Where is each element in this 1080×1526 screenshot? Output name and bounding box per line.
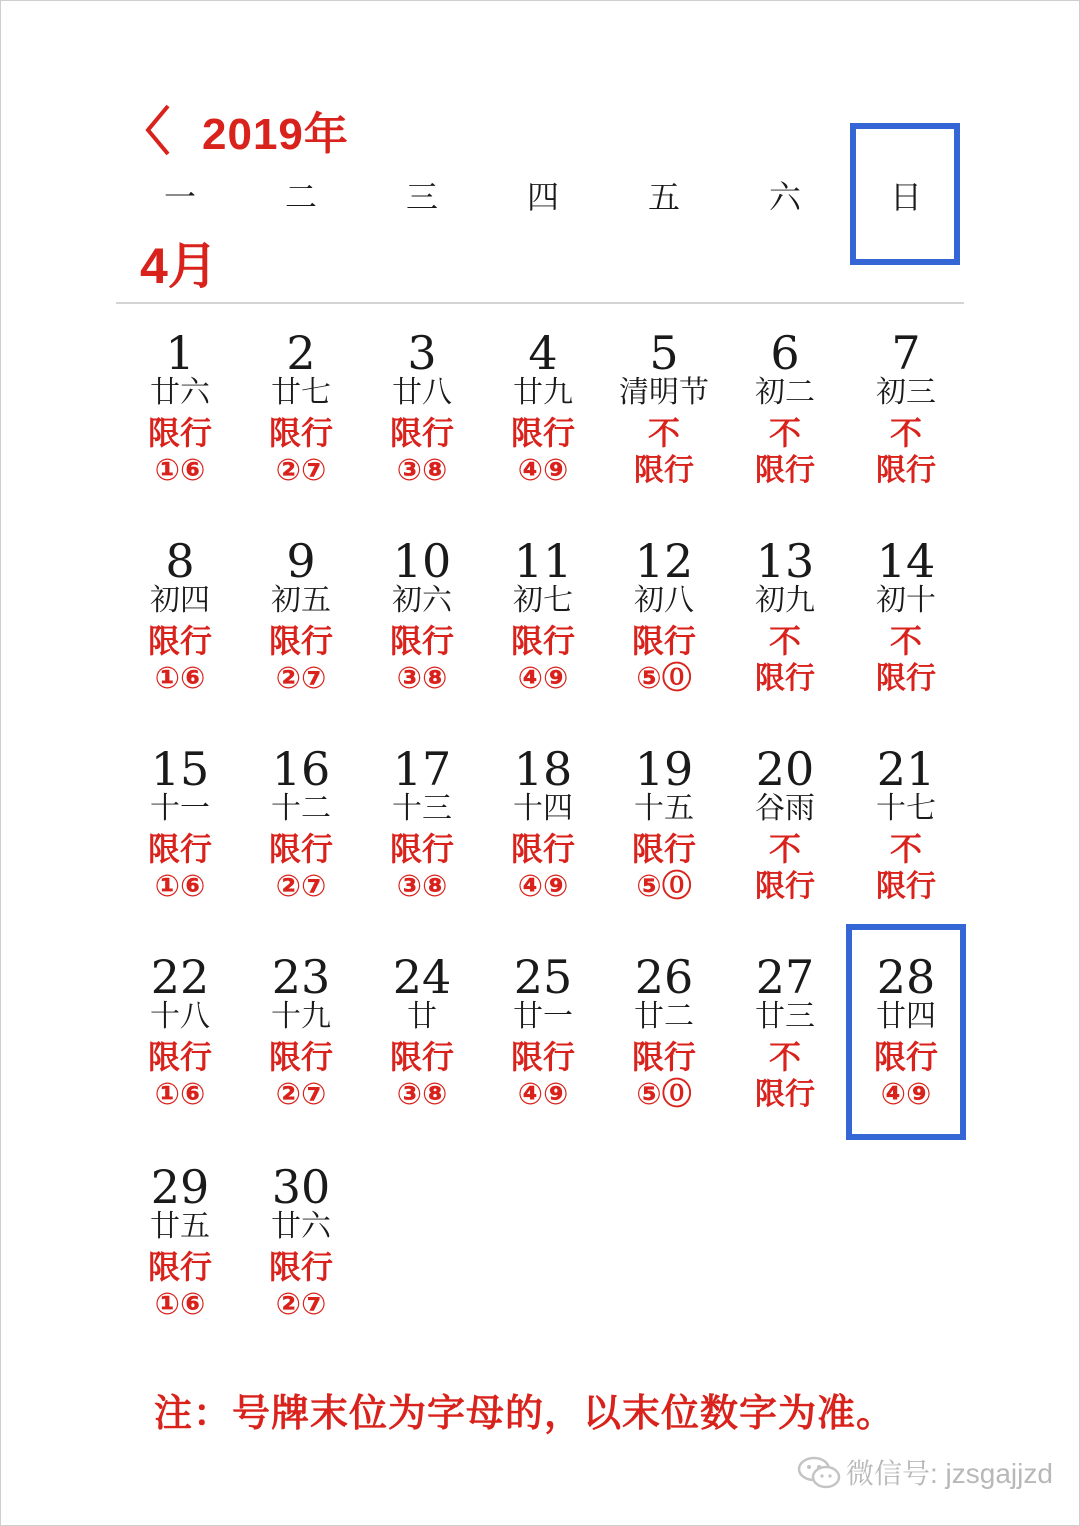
restriction-line-2: 限行 [634, 453, 694, 488]
lunar-date: 初二 [755, 375, 815, 410]
weekday-mon: 一 [163, 178, 196, 216]
lunar-date: 初四 [150, 583, 210, 618]
day-number: 17 [392, 742, 452, 796]
restriction-line-1: 限行 [631, 622, 696, 660]
day-number: 6 [770, 326, 800, 380]
lunar-date: 初八 [634, 583, 694, 618]
restriction-line-1: 限行 [631, 1038, 696, 1076]
watermark-text: 微信号: jzsgajjzd [846, 1458, 1053, 1489]
restriction-line-1: 限行 [389, 1038, 454, 1076]
day-cell[interactable] [362, 946, 482, 1114]
restriction-line-2: ⑤⓪ [636, 869, 692, 904]
restriction-line-1: 不 [768, 830, 801, 868]
day-cell[interactable] [604, 530, 724, 698]
restriction-line-1: 限行 [389, 830, 454, 868]
restriction-line-2: ②⑦ [275, 1287, 327, 1322]
lunar-date: 十二 [271, 791, 331, 826]
restriction-line-2: ②⑦ [275, 869, 327, 904]
day-number: 2 [286, 326, 316, 380]
restriction-line-1: 限行 [268, 1038, 333, 1076]
restriction-line-2: ⑤⓪ [636, 661, 692, 696]
day-cell[interactable] [725, 322, 845, 490]
day-cell[interactable] [846, 322, 966, 490]
restriction-line-2: ③⑧ [396, 869, 448, 904]
day-cell[interactable] [483, 322, 603, 490]
restriction-line-1: 限行 [268, 414, 333, 452]
day-number: 29 [150, 1160, 210, 1214]
day-cell[interactable] [604, 322, 724, 490]
day-number: 5 [649, 326, 679, 380]
restriction-line-2: ③⑧ [396, 661, 448, 696]
restriction-line-2: ③⑧ [396, 453, 448, 488]
restriction-line-2: 限行 [755, 1077, 815, 1112]
day-number: 19 [634, 742, 694, 796]
restriction-line-2: ①⑥ [154, 1287, 206, 1322]
day-cell[interactable] [846, 738, 966, 906]
restriction-line-2: ①⑥ [154, 453, 206, 488]
restriction-line-1: 限行 [631, 830, 696, 868]
divider [116, 302, 964, 304]
month-title: 4月 [140, 238, 218, 294]
day-cell[interactable] [362, 738, 482, 906]
restriction-line-1: 限行 [268, 622, 333, 660]
restriction-line-1: 不 [768, 414, 801, 452]
lunar-date: 廿七 [271, 375, 331, 410]
day-number: 27 [755, 950, 815, 1004]
restriction-line-2: ④⑨ [517, 869, 569, 904]
restriction-line-2: ④⑨ [517, 453, 569, 488]
weekday-tue: 二 [284, 178, 317, 216]
restriction-line-1: 不 [889, 622, 922, 660]
weekday-fri: 五 [647, 178, 680, 216]
day-cell[interactable] [725, 530, 845, 698]
day-number: 30 [271, 1160, 331, 1214]
restriction-line-1: 不 [647, 414, 680, 452]
lunar-date: 廿一 [513, 999, 573, 1034]
weekday-sat: 六 [768, 178, 801, 216]
lunar-date: 廿六 [271, 1209, 331, 1244]
day-cell[interactable] [241, 530, 361, 698]
restriction-line-2: ④⑨ [517, 1077, 569, 1112]
lunar-date: 初六 [392, 583, 452, 618]
weekday-thu: 四 [526, 178, 559, 216]
day-number: 15 [150, 742, 210, 796]
day-number: 26 [634, 950, 694, 1004]
day-number: 8 [165, 534, 195, 588]
wechat-icon [796, 1455, 842, 1491]
restriction-line-2: 限行 [876, 661, 936, 696]
restriction-line-1: 限行 [510, 830, 575, 868]
restriction-line-2: 限行 [755, 661, 815, 696]
day-cell[interactable] [483, 946, 603, 1114]
day-cell[interactable] [241, 1156, 361, 1324]
restriction-line-1: 限行 [147, 414, 212, 452]
restriction-line-2: ①⑥ [154, 869, 206, 904]
restriction-line-2: ②⑦ [275, 453, 327, 488]
restriction-line-1: 限行 [510, 622, 575, 660]
restriction-line-2: 限行 [755, 869, 815, 904]
restriction-line-1: 限行 [268, 830, 333, 868]
lunar-date: 初三 [876, 375, 936, 410]
day-cell[interactable] [362, 322, 482, 490]
day-cell[interactable] [120, 1156, 240, 1324]
lunar-date: 初七 [513, 583, 573, 618]
restriction-line-1: 不 [768, 1038, 801, 1076]
restriction-line-1: 不 [889, 414, 922, 452]
day-number: 22 [150, 950, 210, 1004]
restriction-line-1: 限行 [389, 622, 454, 660]
day-number: 23 [271, 950, 331, 1004]
day-number: 4 [528, 326, 558, 380]
day-number: 9 [286, 534, 316, 588]
day-number: 11 [513, 534, 573, 588]
day-cell[interactable] [241, 946, 361, 1114]
day-cell[interactable] [120, 530, 240, 698]
restriction-line-1: 限行 [268, 1248, 333, 1286]
day-number: 28 [876, 950, 936, 1004]
restriction-line-1: 限行 [147, 1248, 212, 1286]
restriction-line-1: 不 [768, 622, 801, 660]
day-cell[interactable] [120, 738, 240, 906]
restriction-line-2: ④⑨ [880, 1077, 932, 1112]
day-cell[interactable] [604, 946, 724, 1114]
restriction-line-2: ②⑦ [275, 1077, 327, 1112]
lunar-date: 廿四 [876, 999, 936, 1034]
day-number: 13 [755, 534, 815, 588]
weekday-sun: 日 [889, 178, 922, 216]
restriction-line-2: ③⑧ [396, 1077, 448, 1112]
lunar-date: 十八 [150, 999, 210, 1034]
day-cell[interactable] [725, 738, 845, 906]
weekday-wed: 三 [405, 178, 438, 216]
selected-day-highlight-box [846, 924, 966, 1140]
lunar-date: 廿九 [513, 375, 573, 410]
day-cell[interactable] [846, 530, 966, 698]
day-cell[interactable] [241, 322, 361, 490]
restriction-line-2: ⑤⓪ [636, 1077, 692, 1112]
day-cell[interactable] [725, 946, 845, 1114]
day-number: 25 [513, 950, 573, 1004]
restriction-line-2: ①⑥ [154, 661, 206, 696]
lunar-date: 清明节 [619, 375, 709, 410]
day-cell[interactable] [483, 530, 603, 698]
lunar-date: 初五 [271, 583, 331, 618]
chevron-left-icon[interactable] [140, 100, 180, 160]
lunar-date: 廿六 [150, 375, 210, 410]
restriction-line-2: ②⑦ [275, 661, 327, 696]
lunar-date: 初九 [755, 583, 815, 618]
restriction-line-1: 限行 [510, 414, 575, 452]
restriction-line-2: ①⑥ [154, 1077, 206, 1112]
day-number: 24 [392, 950, 452, 1004]
restriction-line-1: 限行 [873, 1038, 938, 1076]
day-number: 7 [891, 326, 921, 380]
day-number: 18 [513, 742, 573, 796]
day-number: 16 [271, 742, 331, 796]
day-number: 21 [876, 742, 936, 796]
lunar-date: 廿二 [634, 999, 694, 1034]
restriction-line-2: 限行 [876, 869, 936, 904]
day-number: 14 [876, 534, 936, 588]
day-number: 3 [407, 326, 437, 380]
day-cell[interactable] [362, 530, 482, 698]
sunday-highlight-box [850, 123, 960, 265]
restriction-line-2: 限行 [876, 453, 936, 488]
restriction-line-1: 限行 [510, 1038, 575, 1076]
restriction-line-1: 限行 [147, 830, 212, 868]
day-cell[interactable] [120, 322, 240, 490]
day-cell[interactable] [483, 738, 603, 906]
lunar-date: 十七 [876, 791, 936, 826]
restriction-line-2: 限行 [755, 453, 815, 488]
lunar-date: 廿八 [392, 375, 452, 410]
lunar-date: 十四 [513, 791, 573, 826]
restriction-line-2: ④⑨ [517, 661, 569, 696]
restriction-line-1: 限行 [147, 1038, 212, 1076]
year-title: 2019年 [202, 110, 349, 159]
lunar-date: 廿五 [150, 1209, 210, 1244]
restriction-line-1: 不 [889, 830, 922, 868]
day-number: 1 [165, 326, 195, 380]
lunar-date: 廿 [407, 999, 437, 1034]
lunar-date: 初十 [876, 583, 936, 618]
day-number: 20 [755, 742, 815, 796]
footnote: 注：号牌末位为字母的，以末位数字为准。 [154, 1391, 896, 1435]
day-cell[interactable] [604, 738, 724, 906]
restriction-line-1: 限行 [389, 414, 454, 452]
lunar-date: 十三 [392, 791, 452, 826]
lunar-date: 十五 [634, 791, 694, 826]
day-cell[interactable] [120, 946, 240, 1114]
lunar-date: 廿三 [755, 999, 815, 1034]
day-number: 12 [634, 534, 694, 588]
lunar-date: 十一 [150, 791, 210, 826]
restriction-line-1: 限行 [147, 622, 212, 660]
lunar-date: 十九 [271, 999, 331, 1034]
lunar-date: 谷雨 [755, 791, 815, 826]
day-number: 10 [392, 534, 452, 588]
day-cell[interactable] [241, 738, 361, 906]
